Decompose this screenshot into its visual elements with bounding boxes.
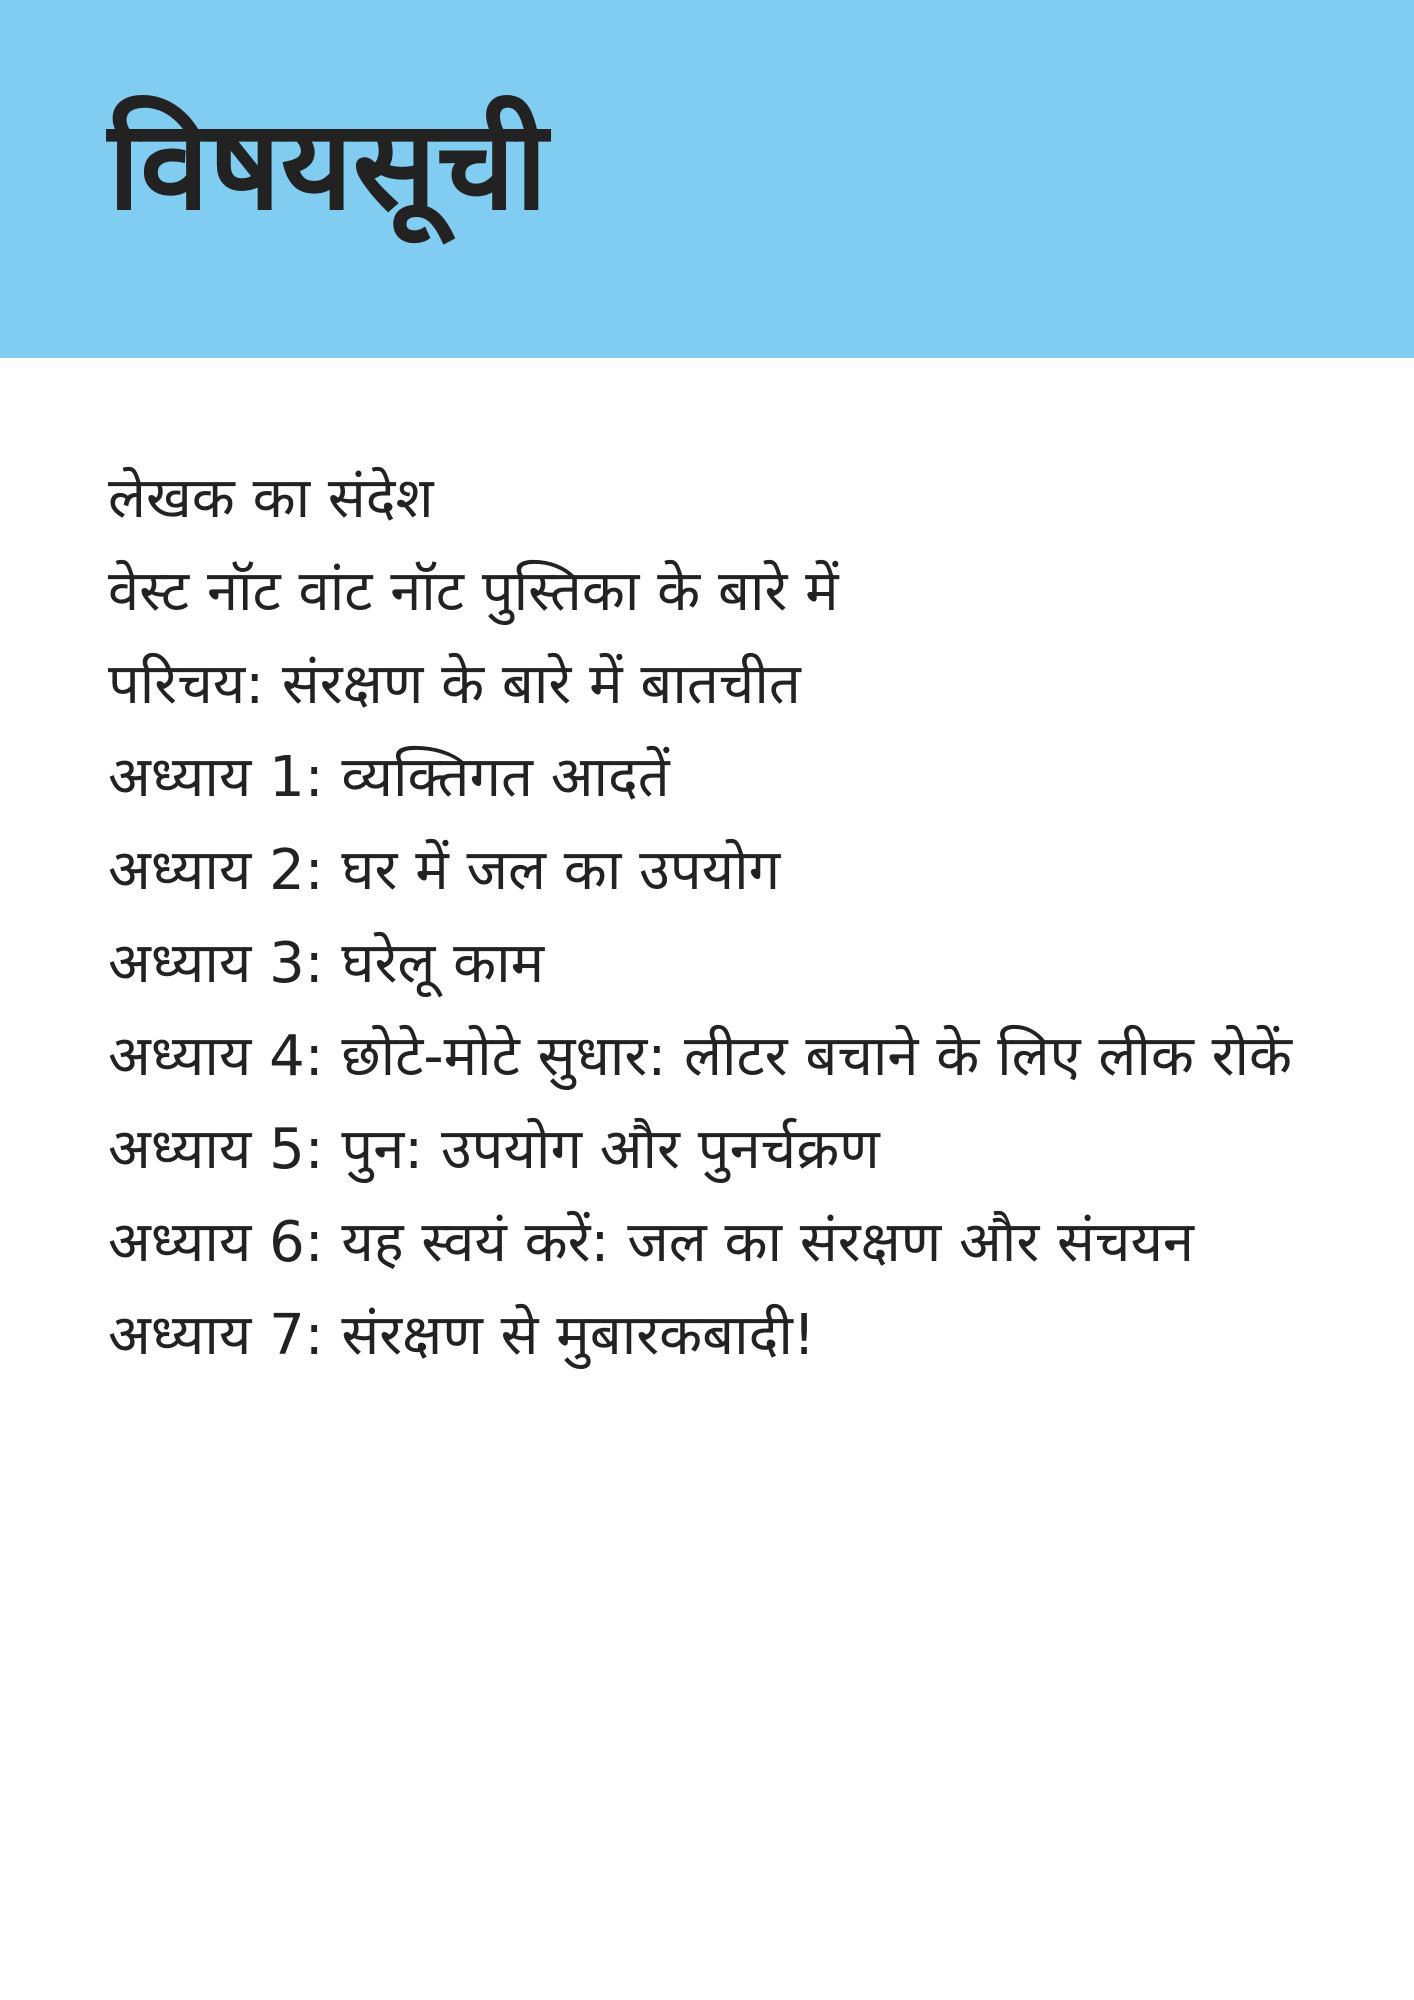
toc-item-chapter-1: अध्याय 1: व्यक्तिगत आदतें <box>108 745 670 810</box>
toc-item-chapter-5: अध्याय 5: पुन: उपयोग और पुनर्चक्रण <box>108 1117 880 1182</box>
table-of-contents <box>108 452 1308 1382</box>
toc-item-chapter-2: अध्याय 2: घर में जल का उपयोग <box>108 838 781 903</box>
page-title: विषयसूची <box>108 94 548 238</box>
header-band <box>0 0 1414 358</box>
toc-item-chapter-7: अध्याय 7: संरक्षण से मुबारकबादी! <box>108 1303 816 1368</box>
toc-item-chapter-4: अध्याय 4: छोटे-मोटे सुधार: लीटर बचाने के लिए लीक रोकें <box>108 1024 1293 1089</box>
toc-item-chapter-6: अध्याय 6: यह स्वयं करें: जल का संरक्षण और संचयन <box>108 1210 1195 1275</box>
toc-item-about-booklet: वेस्ट नॉट वांट नॉट पुस्तिका के बारे में <box>108 559 839 624</box>
toc-item-introduction: परिचय: संरक्षण के बारे में बातचीत <box>108 652 801 717</box>
toc-item-author-message: लेखक का संदेश <box>108 466 434 531</box>
toc-item-chapter-3: अध्याय 3: घरेलू काम <box>108 931 545 996</box>
